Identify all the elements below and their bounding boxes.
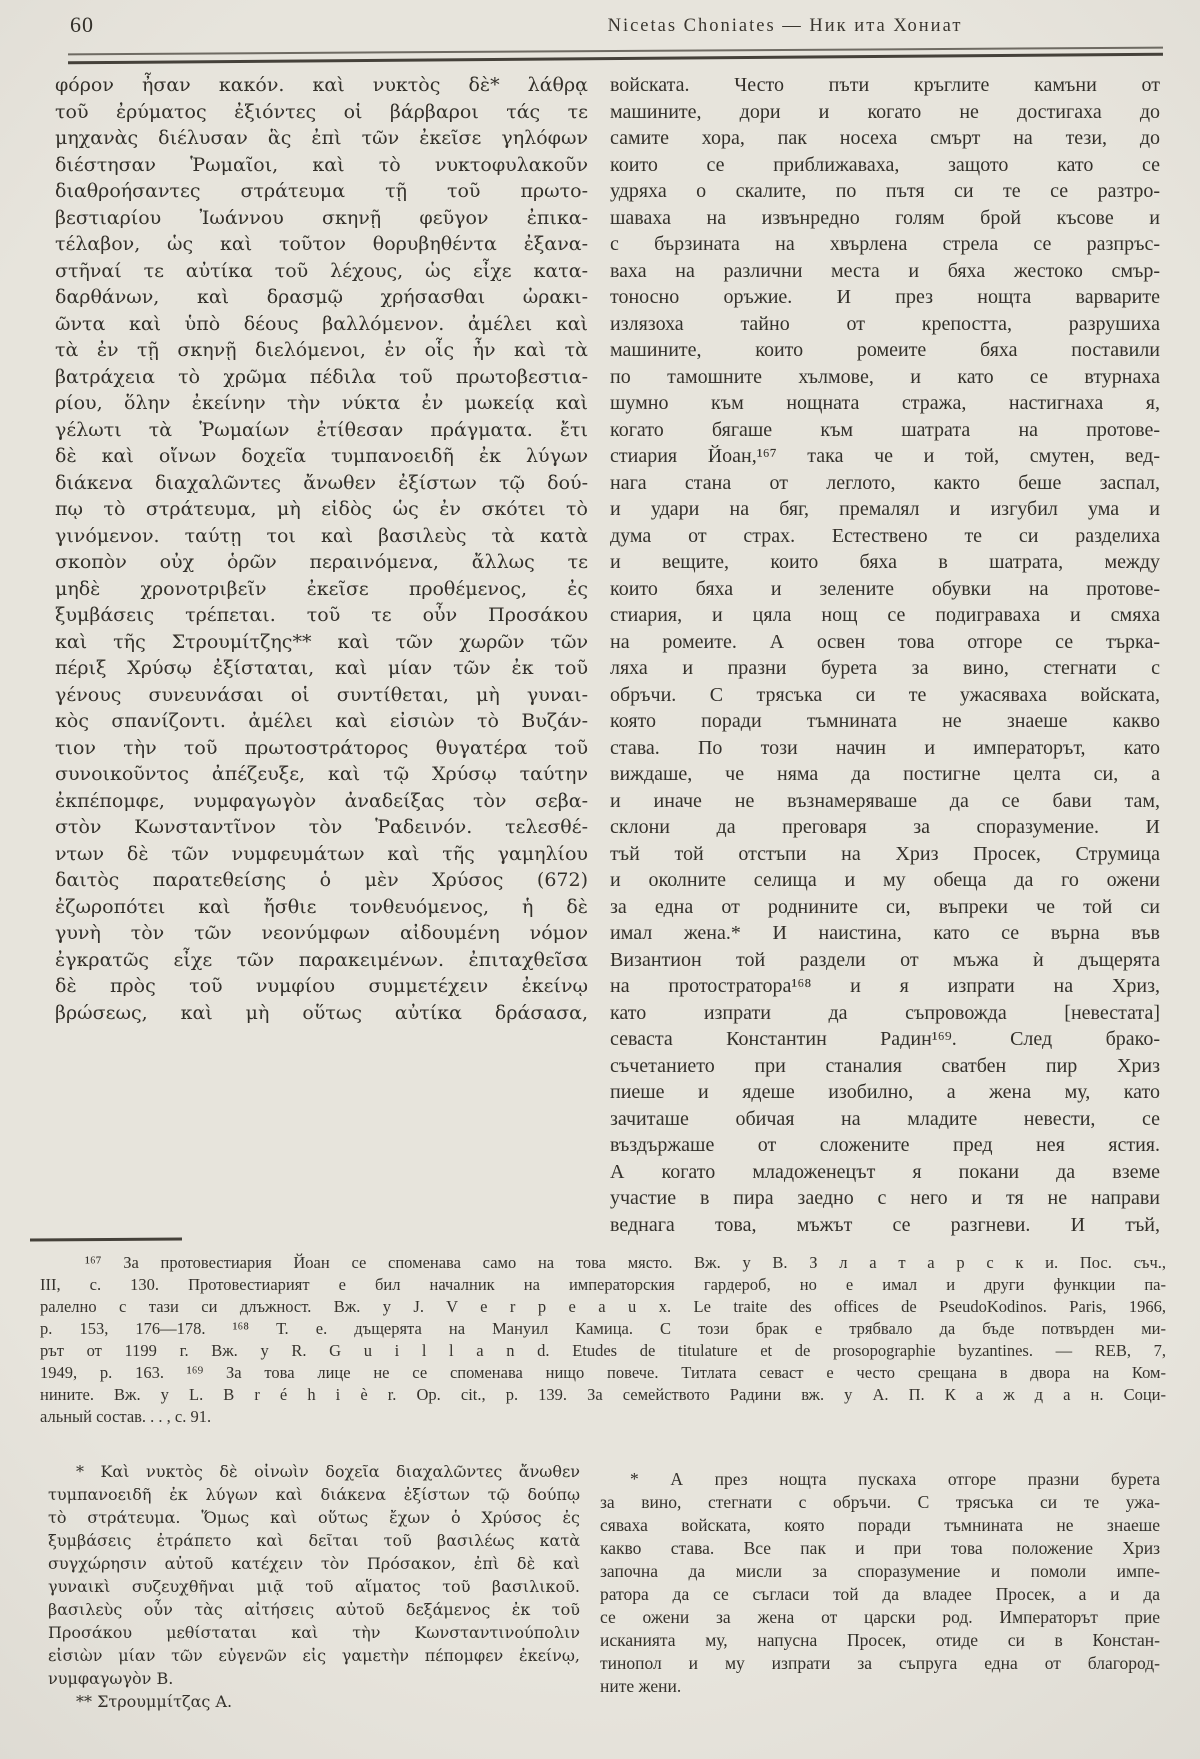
bulgarian-text-line: склони да преговаря за споразумение. И: [610, 816, 1160, 838]
translation-note-line: исканията му, напусна Просек, отиде си в Констан-: [600, 1630, 1160, 1650]
translation-note-line: се ожени за жена от царски род. Императорът прие: [600, 1607, 1160, 1627]
greek-text-line: στῆναί τε αὐτίκα τοῦ λέχους, ὡς εἶχε κατα-: [55, 259, 588, 282]
header-rule-thick: [68, 53, 1163, 65]
running-title: Nicetas Choniates — Ник ита Хониат: [607, 16, 963, 36]
bulgarian-text-line: тъй той отстъпи на Хриз Просек, Струмица: [610, 842, 1160, 865]
greek-text-line: ἐκπέπομφε, νυμφαγωγὸν ἀναδείξας τὸν σεβα-: [55, 789, 588, 812]
greek-text-line: πέριξ Χρύσῳ ἐξίσταται, καὶ μίαν τῶν ἐκ τοῦ: [55, 657, 588, 679]
translation-note-line: ратора да се съгласи той да владее Просек, а и да: [600, 1584, 1160, 1604]
bulgarian-text-line: нага стана от леглото, както беше заспал,: [610, 471, 1160, 494]
footnote-line: p. 153, 176—178. ¹⁶⁸ Т. е. дъщерята на Мануил Камица. С този брак е трябвало да бъде потвърден ми-: [40, 1319, 1166, 1338]
bulgarian-text-line: шаваха на извънредно голям брой късове и: [610, 206, 1160, 229]
translation-note-line: тинопол и му изпрати за съпруга една от благород-: [600, 1653, 1160, 1673]
translation-note-line: * А през нощта пускаха отгоре празни бурета: [630, 1469, 1160, 1489]
translation-note-line: за вино, стегнати с обръчи. С трясъка си те ужа-: [600, 1492, 1160, 1512]
greek-text-line: συνοικοῦντος ἀπέζευξε, καὶ τῷ Χρύσῳ ταύτην: [55, 763, 588, 785]
greek-text-line: τέλαβον, ὡς καὶ τοῦτον θορυβηθέντα ἐξανα-: [55, 233, 588, 255]
bulgarian-text-line: машините, които ромеите бяха поставили: [610, 339, 1160, 361]
bulgarian-text-line: и вещите, които бяха в шатрата, между: [610, 551, 1160, 573]
greek-text-line: διέστησαν Ῥωμαῖοι, καὶ τὸ νυκτοφυλακοῦν: [55, 153, 588, 176]
bulgarian-text-line: въздържаше от сложените пред нея ястия.: [610, 1134, 1160, 1156]
bulgarian-text-line: Византион той раздели от мъжа ѝ дъщерята: [610, 948, 1160, 971]
apparatus-line: εἰσιὼν μίαν τῶν εὐγενῶν εἰς γαμετὴν πέπομφεν ἐκείνῳ,: [48, 1646, 580, 1665]
bulgarian-text-line: и иначе не възнамеряваше да се бави там,: [610, 789, 1160, 812]
footnote-line: ¹⁶⁷ За протовестиария Йоан се споменава само на това място. Вж. у В. З л а т а р с к и. Пос. съч.,: [85, 1253, 1166, 1272]
bulgarian-text-line: за една от роднините си, въпреки че той си: [610, 895, 1160, 918]
greek-text-line: ρίου, ὅλην ἐκείνην τὴν νύκτα ἐν μωκείᾳ καὶ: [55, 392, 588, 414]
greek-text-line: δαιτὸς παρατεθείσης ὁ μὲν Χρύσος (672): [55, 869, 588, 891]
bulgarian-text-line: веднага това, мъжът се разгневи. И тъй,: [610, 1213, 1160, 1236]
apparatus-line: ** Στρουμμίτζας Α.: [76, 1692, 233, 1711]
greek-text-line: ἐγκρατῶς εἶχε τῶν παρακειμένων. ἐπιταχθεῖσα: [55, 948, 588, 971]
bulgarian-text-line: на ромеите. А освен това отгоре се търка-: [610, 630, 1160, 653]
bulgarian-text-line: самите хора, пак носеха смърт на тези, до: [610, 127, 1160, 149]
bulgarian-text-line: виждаше, че няма да постигне целта си, а: [610, 763, 1160, 785]
greek-text-line: γυνὴ τὸν τῶν νεονύμφων αἰδουμένη νόμον: [55, 922, 588, 944]
bulgarian-text-line: на протостратора¹⁶⁸ и я изпрати на Хриз,: [610, 975, 1160, 997]
bulgarian-text-line: излязоха тайно от крепостта, разрушиха: [610, 312, 1160, 335]
apparatus-line: νυμφαγωγὸν Β.: [48, 1669, 174, 1688]
bulgarian-text-line: и околните селища и му обеща да го ожени: [610, 869, 1160, 891]
bulgarian-text-line: съчетанието при станалия сватбен пир Хриз: [610, 1054, 1160, 1077]
footnote-line: нините. Вж. у L. B r é h i è r. Op. cit., p. 139. За семейството Радини вж. у А. П. К а ж д а н. Соци-: [40, 1385, 1166, 1404]
greek-text-line: πῳ τὸ στράτευμα, μὴ εἰδὸς ὡς ἐν σκότει τὸ: [55, 498, 588, 520]
greek-apparatus-footnote: [48, 1460, 580, 1713]
bulgarian-text-line: зачиташе обичая на младите невести, се: [610, 1107, 1160, 1130]
greek-text-line: δὲ καὶ οἴνων δοχεῖα τυμπανοειδῆ ἐκ λύγων: [55, 445, 588, 467]
bulgarian-text-line: тоносно оръжие. И през нощта варварите: [610, 286, 1160, 308]
translation-footnote: [600, 1468, 1160, 1698]
greek-text-line: ξυμβάσεις τρέπεται. τοῦ τε οὖν Προσάκου: [55, 604, 588, 626]
greek-text-line: γινόμενον. ταύτῃ τοι καὶ βασιλεὺς τὰ κατὰ: [55, 524, 588, 547]
greek-text-line: μηχανὰς διέλυσαν ἃς ἐπὶ τῶν ἐκεῖσε γηλόφων: [55, 127, 588, 149]
greek-text-line: δαρθάνων, καὶ δρασμῷ χρήσασθαι ὠρακι-: [55, 286, 588, 308]
footnote-line: ралелно с тази си длъжност. Вж. у J. V e r p e a u x. Le traite des offices de PseudoKodinos. Paris, 1966,: [40, 1297, 1166, 1316]
greek-text-line: μηδὲ χρονοτριβεῖν ἐκεῖσε προθέμενος, ἐς: [55, 577, 588, 600]
apparatus-line: βασιλεὺς οὖν τὰς αἰτήσεις αὐτοῦ δεξάμενος ἐκ τοῦ: [48, 1600, 580, 1619]
greek-text-line: γένους συνευνάσαι οἱ συντίθεται, μὴ γυναι-: [55, 683, 588, 706]
bulgarian-text-line: пиеше и ядеше изобилно, а жена му, като: [610, 1081, 1160, 1103]
footnote-line: альный состав. . . , с. 91.: [40, 1407, 212, 1426]
greek-text-line: γέλωτι τὰ Ῥωμαίων ἐτίθεσαν πράγματα. ἔτι: [55, 418, 588, 441]
greek-text-line: τοῦ ἐρύματος ἐξιόντες οἱ βάρβαροι τάς τε: [55, 100, 588, 123]
greek-text-line: ἐζωροπότει καὶ ἤσθιε τονθευόμενος, ἡ δὲ: [55, 895, 588, 918]
translation-note-line: сяваха войската, която поради тъмнината не знаеше: [600, 1515, 1160, 1535]
bulgarian-text-line: имал жена.* И наистина, като се върна във: [610, 922, 1160, 944]
translation-note-line: ните жени.: [600, 1676, 682, 1696]
greek-text-line: διάκενα διαχαλῶντες ἄνωθεν ἐξίστων τῷ δού-: [55, 471, 588, 494]
bulgarian-text-line: шумно към нощната стража, настигнаха я,: [610, 392, 1160, 414]
greek-text-line: ῶντα καὶ ὑπὸ δέους βαλλόμενον. ἀμέλει καὶ: [55, 312, 588, 335]
bulgarian-text-line: севаста Константин Радин¹⁶⁹. След брако-: [610, 1028, 1160, 1050]
apparatus-line: ξυμβάσεις ἐτράπετο καὶ δεῖται τοῦ βασιλέως κατὰ: [48, 1531, 580, 1550]
apparatus-line: συγχώρησιν αὐτοῦ κατέχειν τὸν Πρόσακον, ἐπὶ δὲ καὶ: [48, 1554, 580, 1573]
translation-note-line: започна да мисли за споразумение и помоли импе-: [600, 1561, 1160, 1581]
footnote-line: 1949, p. 163. ¹⁶⁹ За това лице не се споменава нищо повече. Титлата севаст е често срещана в двора на Ком-: [40, 1363, 1166, 1382]
bulgarian-text-line: стиария, и цяла нощ се подиграваха и смяха: [610, 604, 1160, 626]
bulgarian-text-line: които бяха и зелените обувки на протове-: [610, 577, 1160, 600]
greek-text-line: βατράχεια τὸ χρῶμα πέδιλα τοῦ πρωτοβεστια-: [55, 365, 588, 388]
bulgarian-text-line: като изпрати да съпровожда [невестата]: [610, 1001, 1160, 1024]
greek-text-line: κὸς σπανίζοντι. ἀμέλει καὶ εἰσιὼν τὸ Βυζάν-: [55, 710, 588, 732]
apparatus-line: γυναικὶ συζευχθῆναι μιᾷ τοῦ αἵματος τοῦ βασιλικοῦ.: [48, 1577, 580, 1596]
bulgarian-text-line: която поради тъмнината не знаеше какво: [610, 710, 1160, 732]
bulgarian-text-line: стиария Йоан,¹⁶⁷ така че и той, смутен, вед-: [610, 445, 1160, 467]
bulgarian-text-line: ваха на различни места и бяха жестоко смър-: [610, 259, 1160, 282]
apparatus-line: Προσάκου μεθίσταται καὶ τὴν Κωνσταντινούπολιν: [48, 1623, 580, 1642]
greek-text-line: δὲ πρὸς τοῦ νυμφίου συμμετέχειν ἐκείνῳ: [55, 975, 588, 997]
greek-text-line: σκοπὸν οὐχ ὁρῶν περαινόμενα, ἄλλως τε: [55, 551, 588, 573]
bulgarian-text-line: и удари на бяг, премалял и изгубил ума и: [610, 498, 1160, 520]
apparatus-line: * Καὶ νυκτὸς δὲ οἰνωὶν δοχεῖα διαχαλῶντες ἄνωθεν: [76, 1462, 580, 1481]
apparatus-line: τὸ στράτευμα. Ὅμως καὶ οὕτως ἔχων ὁ Χρύσος ἐς: [48, 1508, 580, 1527]
footnote-line: рът от 1199 г. Вж. у R. G u i l l a n d. Etudes de titulature et de prosopographie byzantines. — REB, 7,: [40, 1341, 1166, 1360]
bulgarian-text-line: ляха и празни бурета за вино, стегнати с: [610, 657, 1160, 679]
bulgarian-text-line: А когато младоженецът я покани да вземе: [610, 1160, 1160, 1183]
bulgarian-text-line: дума от страх. Естествено те си разделиха: [610, 524, 1160, 547]
bulgarian-text-line: участие в пира заедно с него и тя не направи: [610, 1187, 1160, 1209]
greek-text-line: τὰ ἐν τῇ σκηνῇ διελόμενοι, ἐν οἷς ἦν καὶ τὰ: [55, 339, 588, 361]
greek-text-line: τιον τὴν τοῦ πρωτοστράτορος θυγατέρα τοῦ: [55, 736, 588, 759]
footnote-line: III, с. 130. Протовестиарият е бил началник на императорския гардероб, но е имал и други функции па-: [40, 1275, 1166, 1294]
greek-text-line: διαθροήσαντες στράτευμα τῇ τοῦ πρωτο-: [55, 180, 588, 202]
bulgarian-text-line: по тамошните хълмове, и като се втурнаха: [610, 365, 1160, 388]
bulgarian-text-line: с бързината на хвърлена стрела се разпръс-: [610, 233, 1160, 255]
bulgarian-text-line: обръчи. С трясъка си те ужасяваха войската,: [610, 683, 1160, 706]
greek-text-line: καὶ τῆς Στρουμίτζης** καὶ τῶν χωρῶν τῶν: [55, 630, 588, 653]
bulgarian-text-line: удряха о скалите, по пътя си те се разтро-: [610, 180, 1160, 202]
greek-text-column: [55, 72, 588, 1026]
apparatus-line: τυμπανοειδῆ ἐκ λύγων καὶ διάκενα ἐξίστων τῷ δούπῳ: [48, 1485, 580, 1504]
bulgarian-text-line: когато бягаше към шатрата на протове-: [610, 418, 1160, 441]
bulgarian-text-line: машините, дори и когато не достигаха до: [610, 100, 1160, 123]
bulgarian-text-column: [610, 72, 1160, 1238]
bulgarian-text-line: които се приближаваха, защото като се: [610, 153, 1160, 176]
page-number: 60: [70, 12, 94, 37]
translation-note-line: какво става. Все пак и при това положение Хриз: [600, 1538, 1160, 1558]
bulgarian-text-line: става. По този начин и императорът, като: [610, 736, 1160, 759]
greek-text-line: βρώσεως, καὶ μὴ οὕτως αὐτίκα δράσασα,: [55, 1001, 588, 1024]
footnote-separator-rule: [30, 1237, 182, 1241]
greek-text-line: βεστιαρίου Ἰωάννου σκηνῇ φεῦγον ἐπικα-: [55, 206, 588, 229]
numbered-footnotes: [40, 1252, 1166, 1428]
greek-text-line: στὸν Κωνσταντῖνον τὸν Ῥαδεινόν. τελεσθέ-: [55, 816, 588, 838]
greek-text-line: φόρον ἦσαν κακόν. καὶ νυκτὸς δὲ* λάθρᾳ: [55, 74, 588, 96]
greek-text-line: ντων δὲ τῶν νυμφευμάτων καὶ τῆς γαμηλίου: [55, 842, 588, 865]
bulgarian-text-line: войската. Често пъти кръглите камъни от: [610, 74, 1160, 96]
